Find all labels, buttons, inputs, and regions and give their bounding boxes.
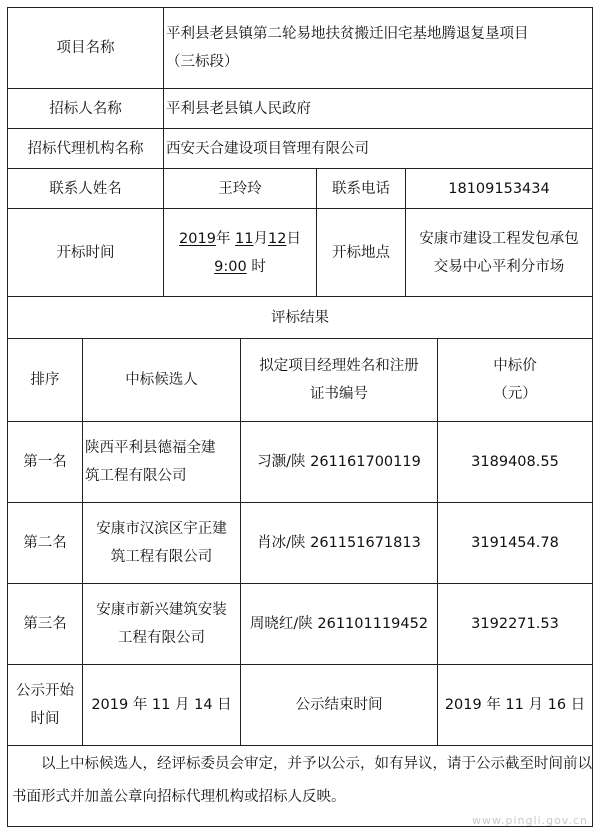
candidate-2-name (83, 503, 240, 583)
candidate-3-price: 3192271.53 (471, 616, 559, 632)
candidate-3-rank: 第三名 (23, 616, 67, 632)
candidate-2-rank: 第二名 (23, 535, 67, 551)
publicity-end-date: 2019 年 11 月 16 日 (444, 697, 586, 713)
contact-phone-value: 18109153434 (448, 180, 550, 197)
project-name-value (164, 8, 592, 88)
candidate-2-name-line2: 筑工程有限公司 (110, 549, 213, 565)
opening-clock (214, 253, 266, 281)
publicity-note: 以上中标候选人，经评标委员会审定，并予以公示，如有异议，请于公示截至时间前以书面形式并加盖公章向招标代理机构或招标人反映。 (12, 756, 592, 805)
opening-time-label: 开标时间 (56, 244, 115, 261)
opening-place-line2: 交易中心平利分市场 (433, 258, 565, 275)
header-rank: 排序 (30, 372, 60, 388)
candidate-3-name (83, 584, 240, 664)
header-price (438, 339, 592, 421)
opening-month-unit: 月 (253, 230, 268, 247)
opening-year-unit: 年 (215, 230, 231, 247)
header-price-line2: （元） (493, 386, 537, 402)
publicity-start-label (8, 665, 82, 745)
opening-place-label: 开标地点 (332, 244, 390, 261)
publicity-start-label-line1: 公示开始 (16, 683, 74, 699)
candidate-3-manager: 周晓红/陕 261101119452 (249, 616, 429, 632)
opening-date (179, 225, 301, 253)
candidate-1-price: 3189408.55 (471, 454, 559, 470)
watermark: www.pingli.gov.cn (472, 814, 588, 827)
project-name-line2: （三标段） (166, 54, 239, 70)
candidate-3-name-line2: 工程有限公司 (118, 630, 205, 646)
candidate-1-name-line1: 陕西平利县德福全建 (85, 440, 216, 456)
tenderer-value: 平利县老县镇人民政府 (166, 100, 311, 117)
opening-clock-value: 9:00 (214, 258, 247, 275)
opening-place-value (406, 209, 592, 296)
header-manager-line2: 证书编号 (310, 386, 368, 402)
contact-name-value: 王玲玲 (218, 180, 262, 197)
opening-year: 2019 (179, 230, 216, 247)
header-manager-line1: 拟定项目经理姓名和注册 (259, 358, 419, 374)
project-name-line1: 平利县老县镇第二轮易地扶贫搬迁旧宅基地腾退复垦项目 (166, 26, 529, 42)
candidate-1-manager: 习灏/陕 261161700119 (257, 454, 421, 470)
project-name-label: 项目名称 (56, 40, 115, 56)
result-title: 评标结果 (271, 309, 329, 326)
candidate-2-price: 3191454.78 (471, 535, 559, 551)
opening-day-unit: 日 (286, 230, 301, 247)
publicity-start-date: 2019 年 11 月 14 日 (91, 697, 232, 713)
candidate-1-rank: 第一名 (23, 454, 67, 470)
candidate-1-name (83, 422, 240, 502)
candidate-3-name-line1: 安康市新兴建筑安装 (96, 602, 227, 618)
opening-place-line1: 安康市建设工程发包承包 (419, 230, 579, 247)
opening-time-value (164, 209, 316, 296)
row-divider (7, 745, 593, 746)
agency-value: 西安天合建设项目管理有限公司 (166, 140, 369, 157)
header-candidate: 中标候选人 (125, 372, 198, 388)
candidate-2-name-line1: 安康市汉滨区宇正建 (96, 521, 227, 537)
opening-day: 12 (268, 230, 287, 247)
contact-phone-label: 联系电话 (332, 180, 390, 197)
agency-label: 招标代理机构名称 (27, 140, 144, 157)
table-border-right (592, 7, 593, 827)
opening-clock-unit: 时 (251, 258, 266, 275)
header-price-line1: 中标价 (493, 358, 537, 374)
header-manager (241, 339, 437, 421)
candidate-1-name-line2: 筑工程有限公司 (85, 468, 187, 484)
publicity-end-label: 公示结束时间 (295, 697, 383, 713)
tenderer-label: 招标人名称 (49, 100, 122, 117)
publicity-start-label-line2: 时间 (30, 711, 60, 727)
opening-month: 11 (235, 230, 254, 247)
candidate-2-manager: 肖冰/陕 261151671813 (257, 535, 421, 551)
contact-name-label: 联系人姓名 (49, 180, 122, 197)
